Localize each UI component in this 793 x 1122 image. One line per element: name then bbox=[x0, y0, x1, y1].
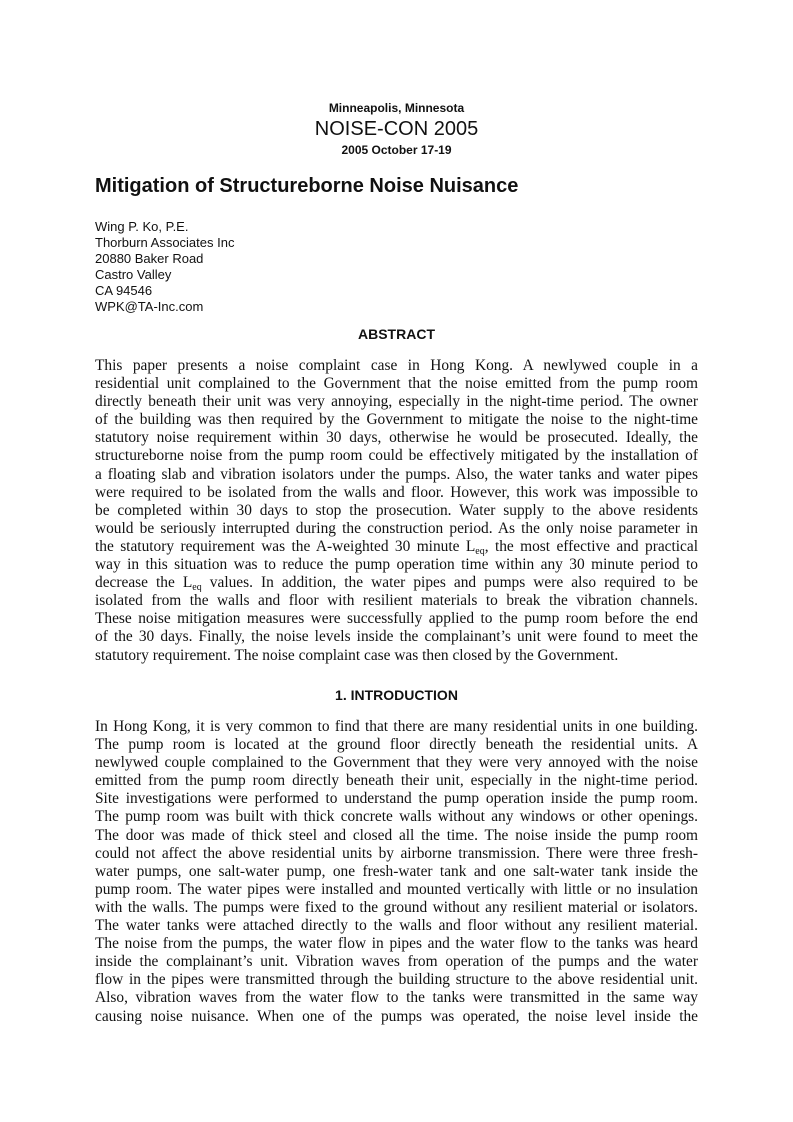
abstract-line: a floating slab and vibration isolators under the pumps. Also, the water tanks and water pipes bbox=[95, 465, 698, 483]
abstract-heading: ABSTRACT bbox=[358, 326, 435, 342]
abstract-line-text: decrease the L bbox=[95, 574, 193, 592]
intro-line: causing noise nuisance. When one of the pumps was operated, the noise level inside the bbox=[95, 1007, 698, 1025]
introduction-heading: 1. INTRODUCTION bbox=[335, 687, 458, 703]
intro-line: Also, vibration waves from the water flow to the tanks were transmitted in the same way bbox=[95, 989, 698, 1007]
abstract-line-leq bbox=[95, 574, 698, 592]
abstract-line: of the 30 days. Finally, the noise levels inside the complainant’s unit were found to meet the bbox=[95, 628, 698, 646]
abstract-line: would be seriously interrupted during the construction period. As the only noise parameter in bbox=[95, 519, 698, 537]
intro-line: water pumps, one salt-water pump, one fresh-water tank and one salt-water tank inside the bbox=[95, 862, 698, 880]
abstract-body bbox=[95, 357, 698, 665]
intro-line: The door was made of thick steel and closed all the time. The noise inside the pump room bbox=[95, 826, 698, 844]
intro-line: Site investigations were performed to understand the pump operation inside the pump room. bbox=[95, 790, 698, 808]
author-state-zip: CA 94546 bbox=[95, 282, 153, 298]
conference-name: NOISE-CON 2005 bbox=[314, 118, 479, 140]
abstract-line: These noise mitigation measures were successfully applied to the pump room before the end bbox=[95, 610, 698, 628]
abstract-line: were required to be isolated from the walls and floor. However, this work was impossible to bbox=[95, 483, 698, 501]
intro-line: The pump room was built with thick concrete walls without any windows or other openings. bbox=[95, 808, 698, 826]
author-organization: Thorburn Associates Inc bbox=[95, 234, 235, 250]
leq-subscript: eq bbox=[192, 582, 202, 593]
abstract-line: This paper presents a noise complaint case in Hong Kong. A newlywed couple in a bbox=[95, 357, 698, 374]
conference-location: Minneapolis, Minnesota bbox=[328, 101, 465, 115]
author-email: WPK@TA-Inc.com bbox=[95, 298, 204, 314]
abstract-line-text: , the most effective and practical bbox=[484, 537, 698, 555]
abstract-line: be completed within 30 days to stop the prosecution. Water supply to the above residents bbox=[95, 501, 698, 519]
abstract-line: statutory noise requirement within 30 days, otherwise he would be prosecuted. Ideally, the bbox=[95, 429, 698, 447]
intro-line: The noise from the pumps, the water flow in pipes and the water flow to the tanks was heard bbox=[95, 935, 698, 953]
author-block bbox=[95, 219, 234, 314]
intro-line: newlywed couple complained to the Government that they were very annoyed with the noise bbox=[95, 754, 698, 772]
conference-dates: 2005 October 17-19 bbox=[341, 143, 452, 157]
intro-line: pump room. The water pipes were installed and mounted vertically with little or no insulation bbox=[95, 880, 698, 898]
author-name: Wing P. Ko, P.E. bbox=[95, 219, 189, 234]
intro-line: The water tanks were attached directly to the walls and floor without any resilient material. bbox=[95, 917, 698, 935]
abstract-line: isolated from the walls and floor with resilient materials to break the vibration channels. bbox=[95, 592, 698, 610]
author-city: Castro Valley bbox=[95, 266, 172, 282]
abstract-line-text: the statutory requirement was the A-weighted 30 minute L bbox=[95, 537, 476, 555]
abstract-line-text: values. In addition, the water pipes and pumps were also required to be bbox=[201, 574, 698, 592]
abstract-line: statutory requirement. The noise complaint case was then closed by the Government. bbox=[95, 646, 619, 664]
abstract-line: of the building was then required by the Government to mitigate the noise to the night-time bbox=[95, 411, 698, 429]
intro-line: In Hong Kong, it is very common to find that there are many residential units in one building. bbox=[95, 718, 698, 735]
intro-line: with the walls. The pumps were fixed to the ground without any resilient material or isolators. bbox=[95, 898, 698, 916]
abstract-line-leq bbox=[95, 538, 698, 556]
introduction-body bbox=[95, 718, 698, 1026]
intro-line: inside the complainant’s unit. Vibration waves from operation of the pumps and the water bbox=[95, 953, 698, 971]
intro-line: emitted from the pump room directly beneath their unit, especially in the night-time period. bbox=[95, 772, 698, 790]
leq-subscript: eq bbox=[475, 545, 485, 557]
abstract-line: residential unit complained to the Government that the noise emitted from the pump room bbox=[95, 375, 698, 393]
abstract-line: structureborne noise from the pump room could be effectively mitigated by the installation of bbox=[95, 447, 698, 465]
abstract-line: way in this situation was to reduce the pump operation time within any 30 minute period to bbox=[95, 556, 698, 574]
intro-line: flow in the pipes were transmitted through the building structure to the above residential unit. bbox=[95, 971, 698, 989]
paper-title: Mitigation of Structureborne Noise Nuisance bbox=[95, 175, 519, 197]
intro-line: could not affect the above residential units by airborne transmission. There were three fresh- bbox=[95, 844, 698, 862]
author-street: 20880 Baker Road bbox=[95, 250, 204, 266]
abstract-line: directly beneath their unit was very annoying, especially in the night-time period. The owner bbox=[95, 393, 698, 411]
intro-line: The pump room is located at the ground floor directly beneath the residential units. A bbox=[95, 736, 698, 754]
